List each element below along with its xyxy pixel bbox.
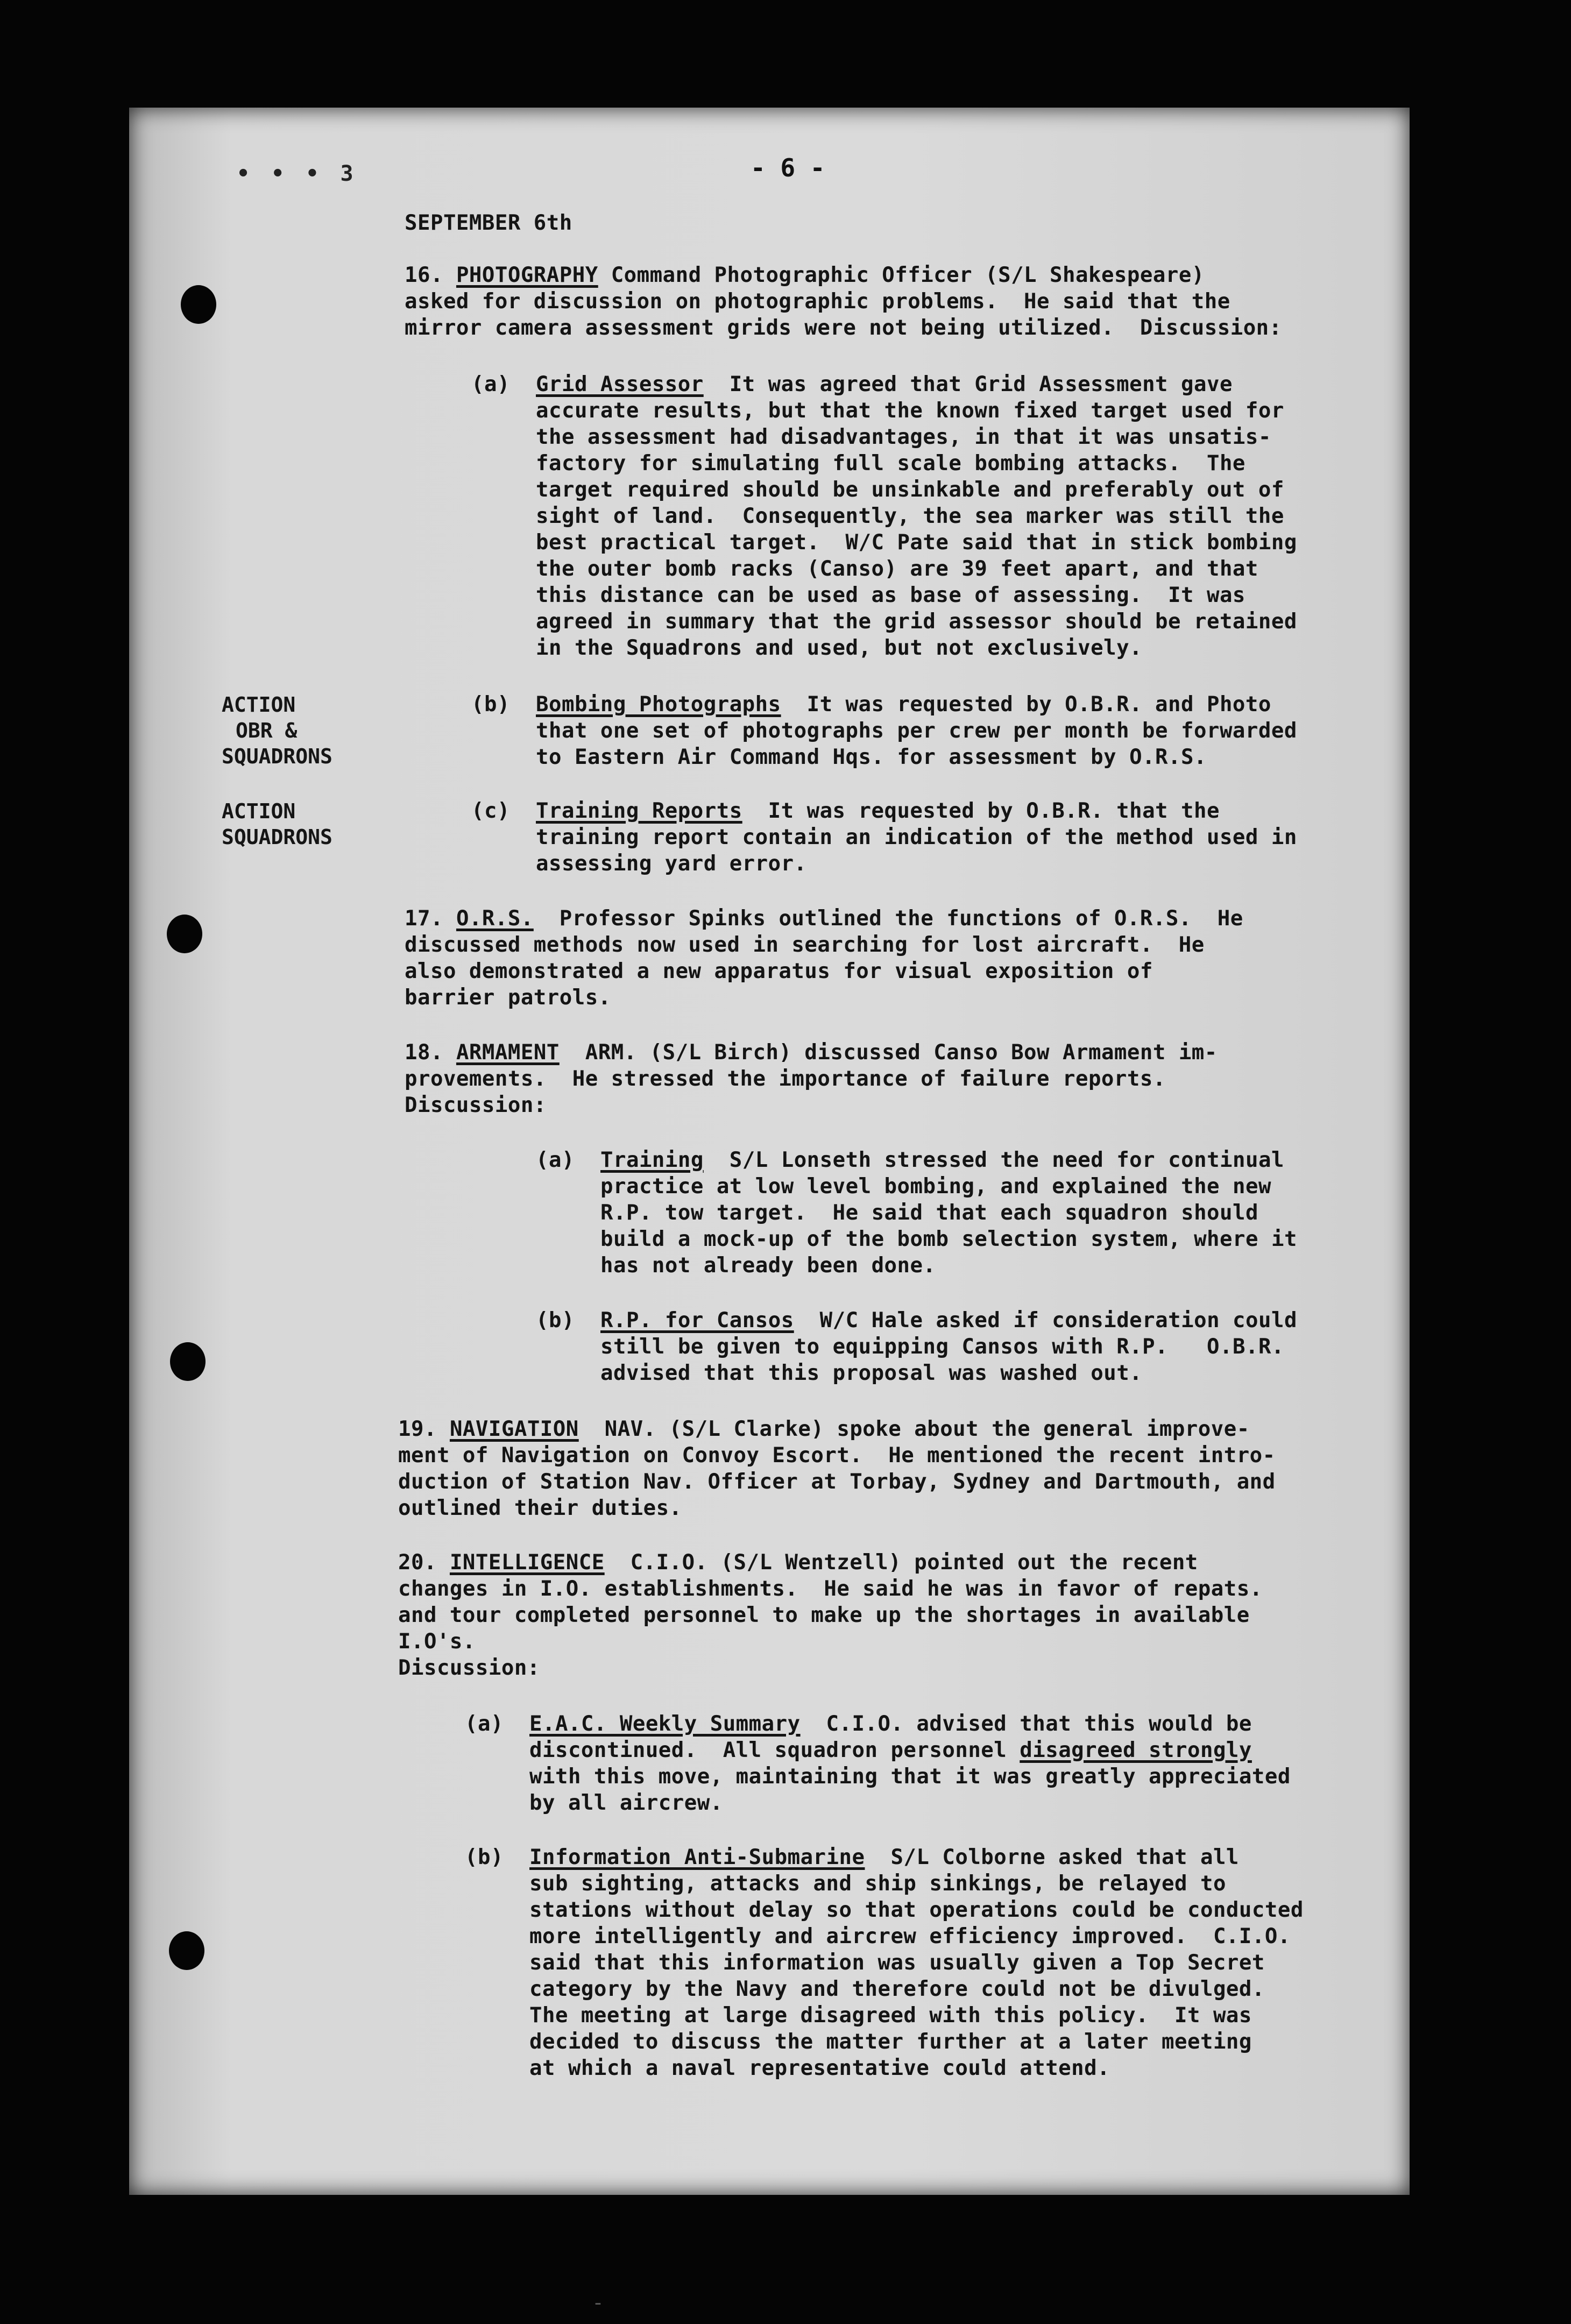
item-heading: NAVIGATION xyxy=(449,1417,579,1441)
item-18: 18. ARMAMENT ARM. (S/L Birch) discussed Canso Bow Armament im- provements. He stressed the importance of failure reports. Discussion: xyxy=(405,1040,1218,1117)
subitem-16a: Grid Assessor It was agreed that Grid Assessment gave accurate results, but that the known fixed target used for the assessment had disadvantages, in that it was unsatis- factory for simulating full scale bombing attacks. The target required should be unsinkable and preferably out of sight of land. Consequently, the sea marker was still the best practical target. W/C Pate said that in stick bombing the outer bomb racks (Canso) are 39 feet apart, and that this distance can be used as base of assessing. It was agreed in summary that the grid assessor should be retained in the Squadrons and used, but not exclusively. xyxy=(536,372,1297,660)
emphasis-underline: disagreed strongly xyxy=(1020,1738,1252,1762)
film-mark: - xyxy=(592,2291,604,2314)
punch-hole xyxy=(181,285,216,324)
margin-action-obr-squadrons: ACTION OBR & SQUADRONS xyxy=(222,693,332,768)
subitem-18a: Training S/L Lonseth stressed the need for continual practice at low level bombing, and explained the new R.P. tow target. He said that each squadron should build a mock-up of the bomb selection system, where it has not already been done. xyxy=(600,1148,1297,1278)
item-heading: PHOTOGRAPHY xyxy=(456,263,598,287)
punch-hole xyxy=(167,915,202,953)
subitem-18b: R.P. for Cansos W/C Hale asked if consideration could still be given to equipping Cansos with R.P. O.B.R. advised that this proposal was washed out. xyxy=(600,1308,1297,1385)
item-number: 20. xyxy=(398,1550,437,1575)
item-number: 17. xyxy=(405,906,443,931)
item-20: 20. INTELLIGENCE C.I.O. (S/L Wentzell) pointed out the recent changes in I.O. establishments. He said he was in favor of repats. and tour completed personnel to make up the shortages in available I.O's. Discussion: xyxy=(398,1550,1263,1680)
item-number: 19. xyxy=(398,1417,437,1441)
subitem-20b: Information Anti-Submarine S/L Colborne asked that all sub sighting, attacks and ship sinkings, be relayed to stations without delay so that operations could be conducted more intelligently and aircrew efficiency improved. C.I.O. said that this information was usually given a Top Secret category by the Navy and therefore could not be divulged. The meeting at large disagreed with this policy. It was decided to discuss the matter further at a later meeting at which a naval representative could attend. xyxy=(529,1845,1304,2080)
item-heading: INTELLIGENCE xyxy=(449,1550,605,1575)
subitem-heading: R.P. for Cansos xyxy=(600,1308,794,1333)
subitem-16b: Bombing Photographs It was requested by O.B.R. and Photo that one set of photographs per crew per month be forwarded to Eastern Air Command Hqs. for assessment by O.R.S. xyxy=(536,692,1297,769)
subitem-heading: E.A.C. Weekly Summary xyxy=(529,1712,801,1736)
item-17: 17. O.R.S. Professor Spinks outlined the functions of O.R.S. He discussed methods now used in searching for lost aircraft. He also demonstrated a new apparatus for visual exposition of barrier patrols. xyxy=(405,906,1243,1010)
subitem-heading: Information Anti-Submarine xyxy=(529,1845,865,1869)
item-heading: ARMAMENT xyxy=(456,1040,560,1065)
subitem-label: (c) xyxy=(471,799,510,823)
subitem-heading: Training xyxy=(600,1148,704,1172)
meeting-date: SEPTEMBER 6th xyxy=(405,211,572,235)
subitem-label: (b) xyxy=(465,1845,504,1869)
corner-marks: • • • 3 xyxy=(237,161,358,186)
subitem-heading: Bombing Photographs xyxy=(536,692,781,717)
subitem-label: (b) xyxy=(471,692,510,717)
item-19: 19. NAVIGATION NAV. (S/L Clarke) spoke about the general improve- ment of Navigation on Convoy Escort. He mentioned the recent intro- duction of Station Nav. Officer at Torbay, Sydney and Dartmouth, and outlined their duties. xyxy=(398,1417,1276,1520)
margin-action-squadrons: ACTION SQUADRONS xyxy=(222,799,332,849)
item-number: 18. xyxy=(405,1040,443,1065)
subitem-heading: Grid Assessor xyxy=(536,372,704,396)
subitem-label: (a) xyxy=(465,1712,504,1736)
subitem-heading: Training Reports xyxy=(536,799,742,823)
item-16: 16. PHOTOGRAPHY Command Photographic Officer (S/L Shakespeare) asked for discussion on photographic problems. He said that the mirror camera assessment grids were not being utilized. Discussion: xyxy=(405,263,1282,340)
subitem-label: (b) xyxy=(536,1308,575,1333)
page-number: - 6 - xyxy=(751,153,825,182)
subitem-16c: Training Reports It was requested by O.B.R. that the training report contain an indication of the method used in assessing yard error. xyxy=(536,799,1297,876)
item-number: 16. xyxy=(405,263,443,287)
subitem-20a: E.A.C. Weekly Summary C.I.O. advised that this would be discontinued. All squadron personnel disagreed strongly with this move, maintaining that it was greatly appreciated by all aircrew. xyxy=(529,1712,1291,1815)
punch-hole xyxy=(169,1931,204,1970)
subitem-label: (a) xyxy=(471,372,510,396)
item-heading: O.R.S. xyxy=(456,906,534,931)
punch-hole xyxy=(170,1342,206,1381)
subitem-label: (a) xyxy=(536,1148,575,1172)
